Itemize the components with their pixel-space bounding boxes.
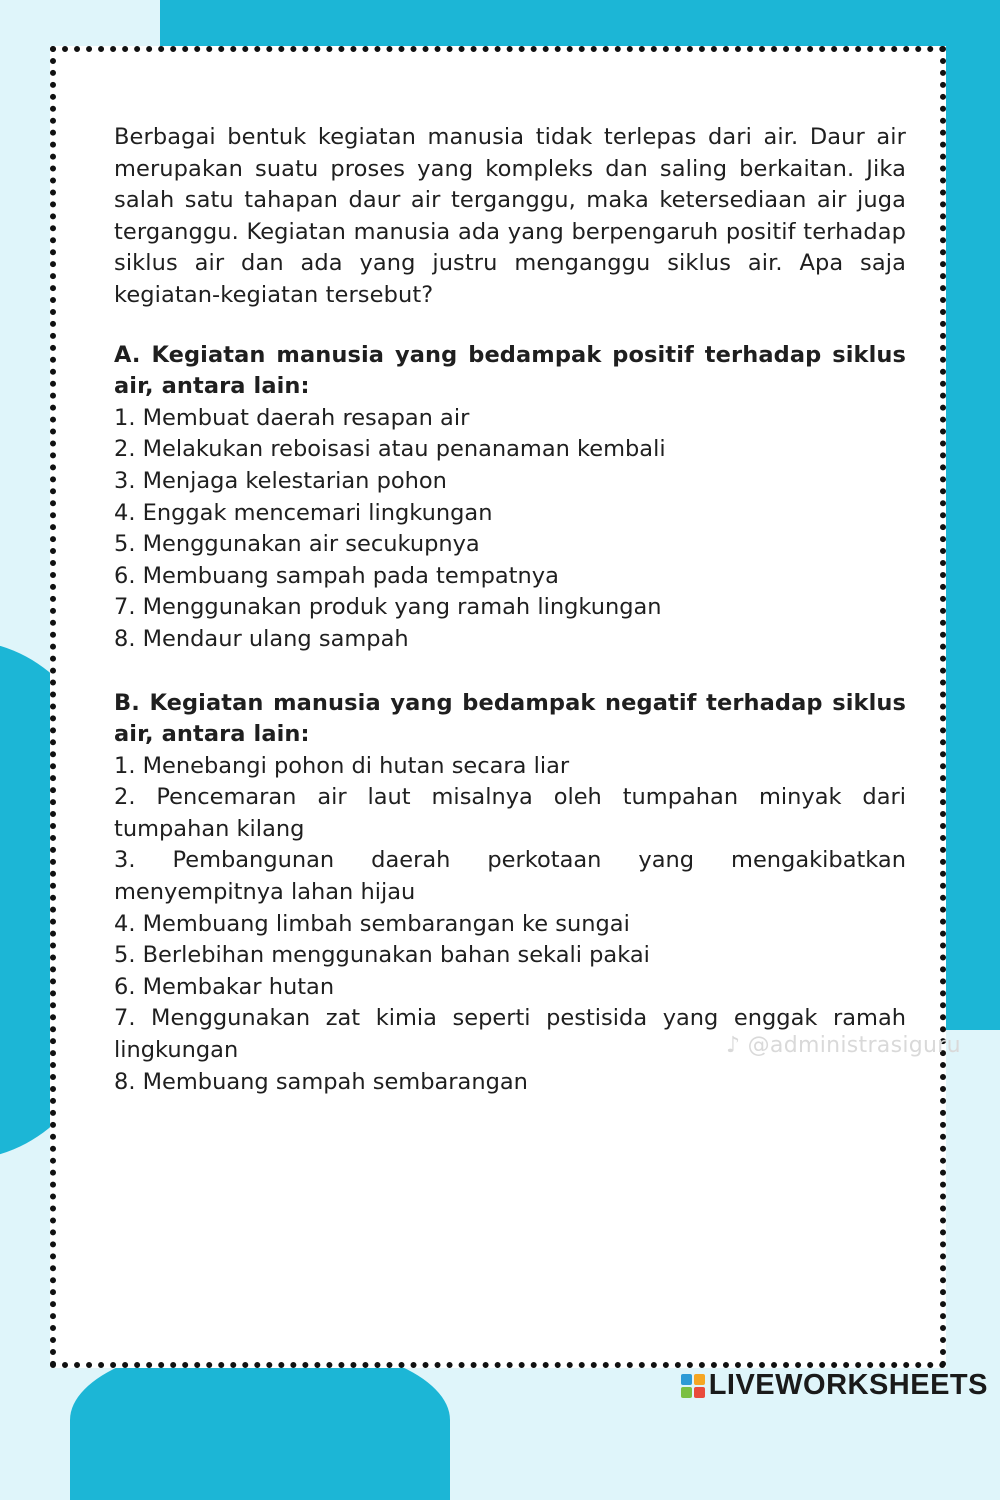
section-a-item: 1. Membuat daerah resapan air [114, 404, 470, 431]
mark-square [681, 1374, 692, 1385]
section-a-item: 7. Menggunakan produk yang ramah lingkungan [114, 594, 662, 621]
section-b-item: 3. Pembangunan daerah perkotaan yang mengakibatkan menyempitnya lahan hijau [114, 847, 906, 906]
section-a-item: 8. Mendaur ulang sampah [114, 625, 409, 652]
section-b-heading: B. Kegiatan manusia yang bedampak negatif terhadap siklus air, antara lain: [114, 689, 906, 748]
mark-square [681, 1387, 692, 1398]
section-a-item: 3. Menjaga kelestarian pohon [114, 467, 447, 494]
intro-paragraph: Berbagai bentuk kegiatan manusia tidak terlepas dari air. Daur air merupakan suatu proses yang kompleks dan saling berkaitan. Jika salah satu tahapan daur air terganggu, maka ketersediaan air juga terganggu. Kegiatan manusia ada yang berpengaruh positif terhadap siklus air dan ada yang justru menganggu siklus air. Apa saja kegiatan-kegiatan tersebut? [114, 124, 906, 308]
section-b-item: 7. Menggunakan zat kimia seperti pestisida yang enggak ramah lingkungan [114, 1005, 906, 1064]
watermark-text: ♪ @administrasiguru [726, 1033, 961, 1058]
section-b-item: 2. Pencemaran air laut misalnya oleh tumpahan minyak dari tumpahan kilang [114, 784, 906, 842]
section-b-item: 8. Membuang sampah sembarangan [114, 1068, 528, 1095]
section-b-item: 4. Membuang limbah sembarangan ke sungai [114, 910, 630, 937]
section-a-item: 6. Membuang sampah pada tempatnya [114, 562, 559, 589]
section-a-list [114, 403, 906, 656]
worksheet-content [114, 122, 906, 1098]
mark-square [694, 1387, 705, 1398]
section-a-heading: A. Kegiatan manusia yang bedampak positif terhadap siklus air, antara lain: [114, 341, 906, 400]
liveworksheets-mark-icon [681, 1374, 705, 1398]
section-b-item: 6. Membakar hutan [114, 973, 335, 1000]
liveworksheets-logo[interactable] [681, 1369, 988, 1402]
section-b-item: 1. Menebangi pohon di hutan secara liar [114, 752, 570, 779]
brand-name: LIVEWORKSHEETS [708, 1369, 988, 1401]
worksheet-card [50, 46, 946, 1368]
section-b-item: 5. Berlebihan menggunakan bahan sekali pakai [114, 942, 650, 969]
mark-square [694, 1374, 705, 1385]
section-a-item: 4. Enggak mencemari lingkungan [114, 499, 493, 526]
section-a-item: 2. Melakukan reboisasi atau penanaman kembali [114, 436, 666, 463]
section-a-item: 5. Menggunakan air secukupnya [114, 531, 480, 558]
